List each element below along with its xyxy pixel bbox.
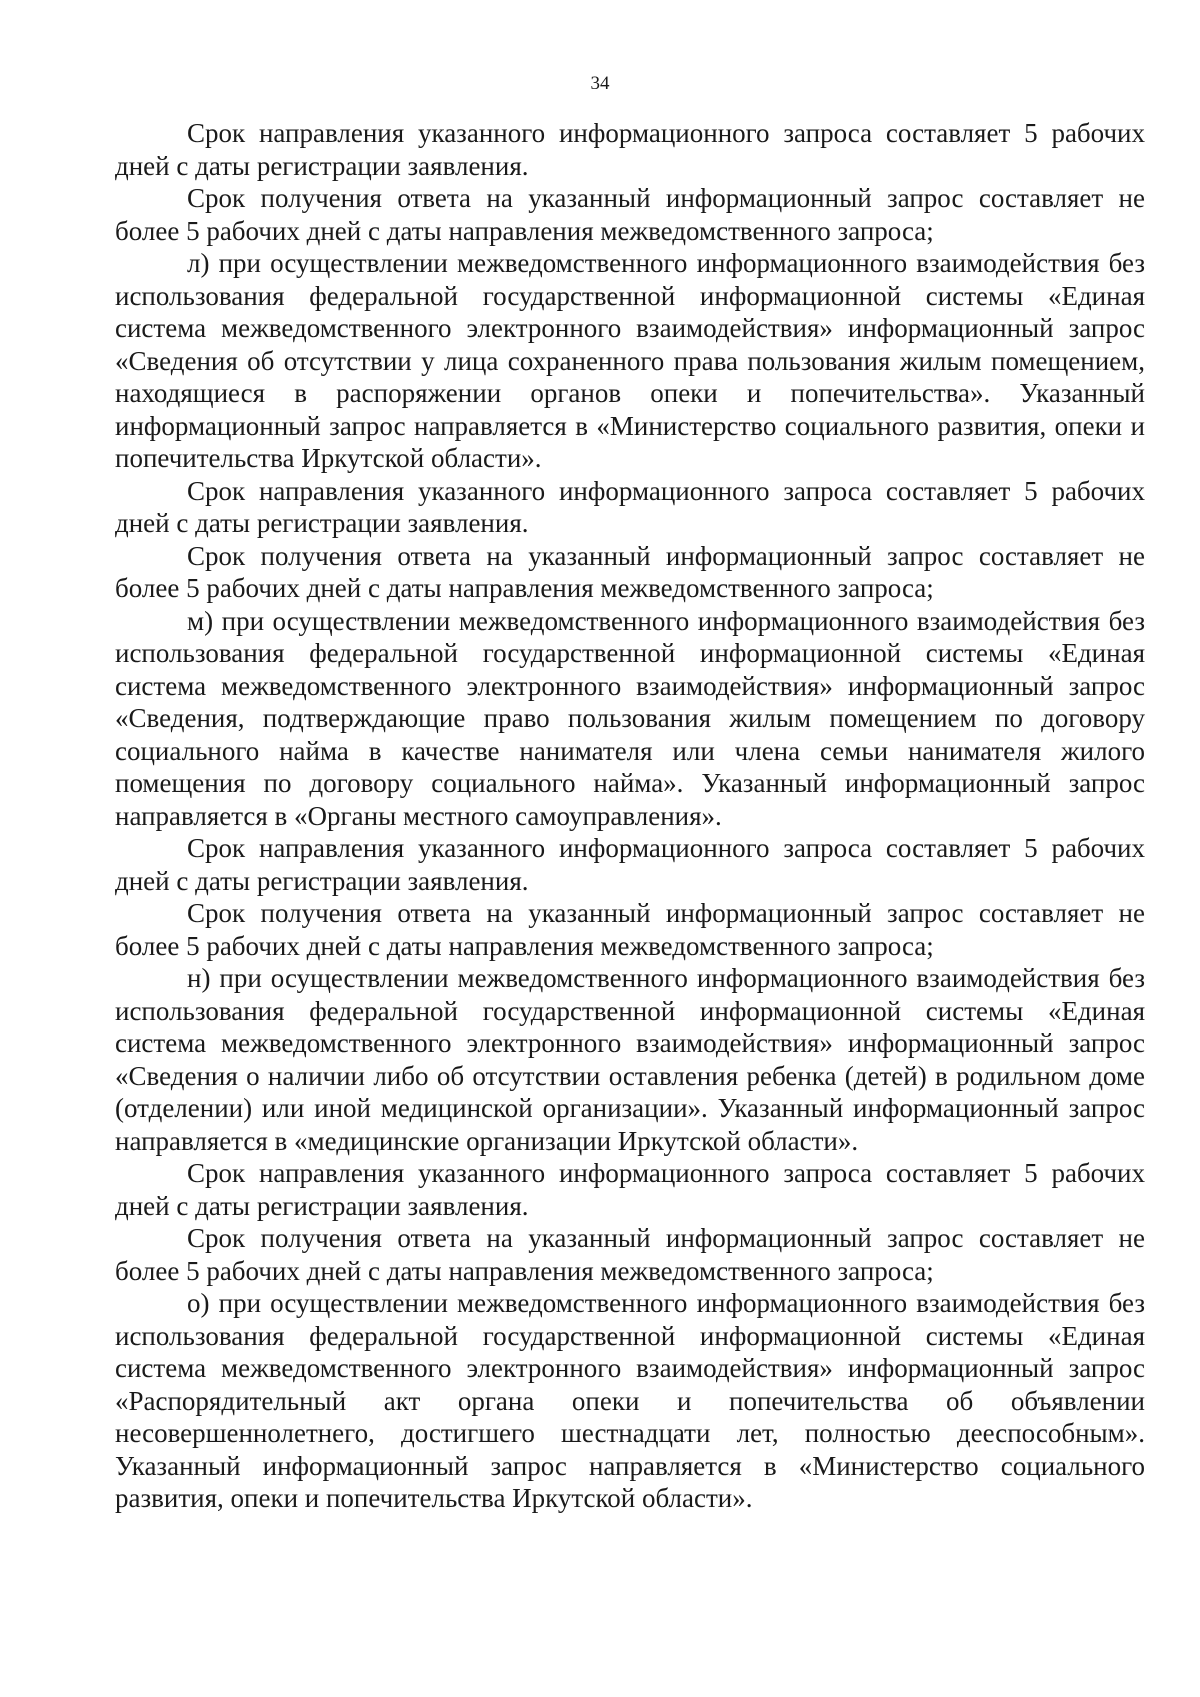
paragraph: Срок получения ответа на указанный информационный запрос составляет не более 5 рабочих дней с даты направления межведомственного запроса; — [115, 540, 1145, 603]
paragraph: Срок направления указанного информационного запроса составляет 5 рабочих дней с даты регистрации заявления. — [115, 833, 1145, 896]
document-body — [115, 117, 1145, 1515]
paragraph: о) при осуществлении межведомственного информационного взаимодействия без использования федеральной государственной информационной системы «Единая система межведомственного электронного взаимодействия» информационный запрос «Распорядительный акт органа опеки и попечительства об объявлении несовершеннолетнего, достигшего шестнадцати лет, полностью дееспособным». Указанный информационный запрос направляется в «Министерство социального развития, опеки и попечительства Иркутской области». — [115, 1288, 1145, 1513]
paragraph: л) при осуществлении межведомственного информационного взаимодействия без использования федеральной государственной информационной системы «Единая система межведомственного электронного взаимодействия» информационный запрос «Сведения об отсутствии у лица сохраненного права пользования жилым помещением, находящиеся в распоряжении органов опеки и попечительства». Указанный информационный запрос направляется в «Министерство социального развития, опеки и попечительства Иркутской области». — [115, 248, 1145, 473]
paragraph: м) при осуществлении межведомственного информационного взаимодействия без использования федеральной государственной информационной системы «Единая система межведомственного электронного взаимодействия» информационный запрос «Сведения, подтверждающие право пользования жилым помещением по договору социального найма в качестве нанимателя или члена семьи нанимателя жилого помещения по договору социального найма». Указанный информационный запрос направляется в «Органы местного самоуправления». — [115, 605, 1145, 831]
paragraph: Срок получения ответа на указанный информационный запрос составляет не более 5 рабочих дней с даты направления межведомственного запроса; — [115, 183, 1145, 246]
page-number: 34 — [590, 73, 610, 94]
paragraph: Срок направления указанного информационного запроса составляет 5 рабочих дней с даты регистрации заявления. — [115, 118, 1145, 181]
paragraph: Срок получения ответа на указанный информационный запрос составляет не более 5 рабочих дней с даты направления межведомственного запроса; — [115, 898, 1145, 961]
paragraph: Срок направления указанного информационного запроса составляет 5 рабочих дней с даты регистрации заявления. — [115, 475, 1145, 538]
paragraph: Срок получения ответа на указанный информационный запрос составляет не более 5 рабочих дней с даты направления межведомственного запроса; — [115, 1223, 1145, 1286]
paragraph: Срок направления указанного информационного запроса составляет 5 рабочих дней с даты регистрации заявления. — [115, 1158, 1145, 1221]
paragraph: н) при осуществлении межведомственного информационного взаимодействия без использования федеральной государственной информационной системы «Единая система межведомственного электронного взаимодействия» информационный запрос «Сведения о наличии либо об отсутствии оставления ребенка (детей) в родильном доме (отделении) или иной медицинской организации». Указанный информационный запрос направляется в «медицинские организации Иркутской области». — [115, 963, 1145, 1156]
